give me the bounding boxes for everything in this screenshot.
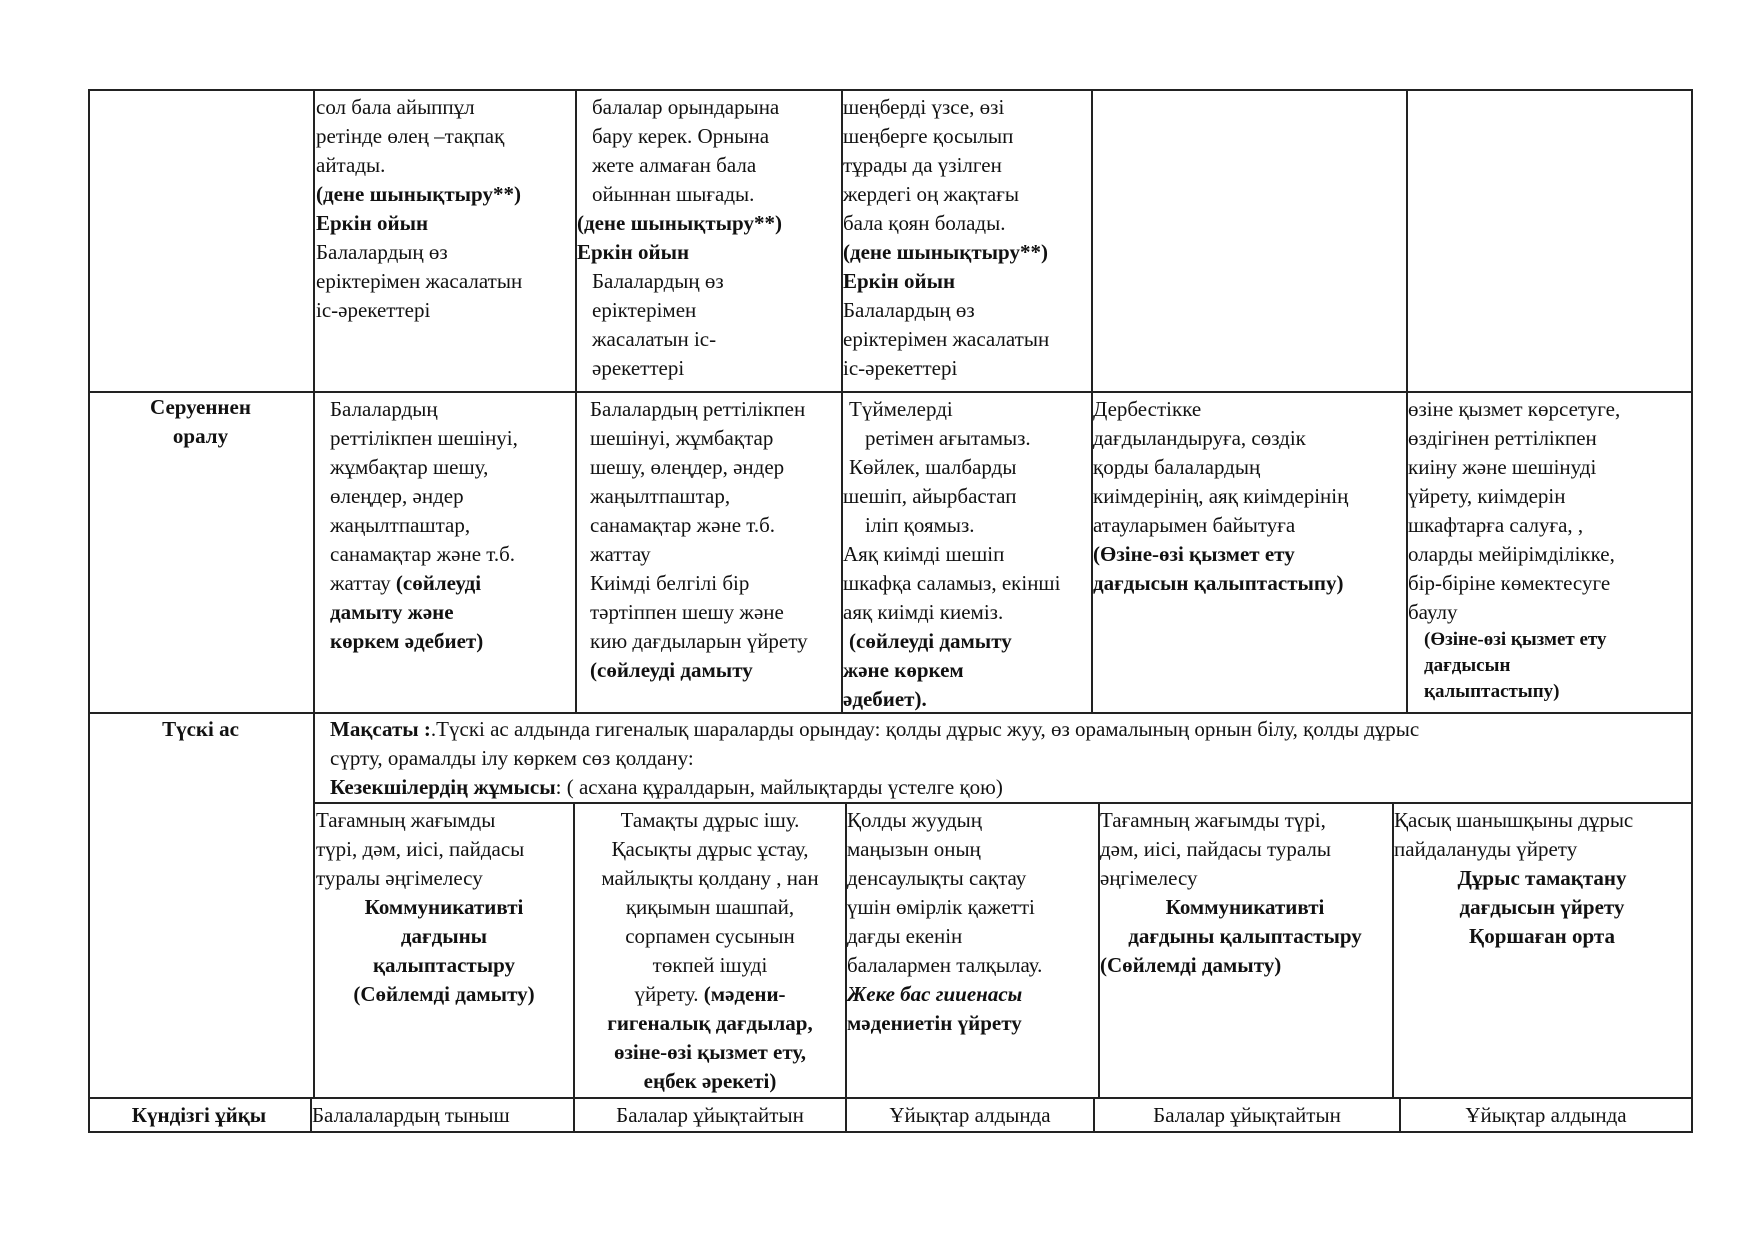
text-line: бала қоян болады. xyxy=(843,211,1006,235)
text-line: тұрады да үзілген xyxy=(843,153,1002,177)
text-line: Аяқ киімді шешіп xyxy=(843,542,1005,566)
table-border-left xyxy=(88,89,90,1133)
text-line: Балалардың өз xyxy=(592,269,724,293)
row-divider-3 xyxy=(88,1097,1692,1099)
text-line: шеңберге қосылып xyxy=(843,124,1014,148)
subject-tag: (мәдени- xyxy=(703,982,786,1006)
text-line: маңызын оның xyxy=(847,837,981,861)
schedule-table xyxy=(88,89,1688,1129)
text-line: Балалардың xyxy=(330,397,438,421)
subject-tag: мәдениетін үйрету xyxy=(847,1011,1022,1035)
text-line: Тағамның жағымды xyxy=(316,808,496,832)
r1-c3 xyxy=(843,93,1091,383)
text-line: іліп қоямыз. xyxy=(865,513,975,537)
text-line: жаңылтпаштар, xyxy=(590,484,731,508)
subject-tag: (сөйлеуді дамыту xyxy=(590,658,753,682)
table-border-top xyxy=(88,89,1692,91)
row-divider-1 xyxy=(88,391,1692,393)
text-line: ойыннан шығады. xyxy=(592,182,755,206)
subject-tag: (дене шынықтыру**) xyxy=(843,240,1048,264)
text-line xyxy=(575,980,845,1009)
text-line: жасалатын іс- xyxy=(592,327,717,351)
text-line: сол бала айыппұл xyxy=(316,95,475,119)
text-line: шешу, өлеңдер, әндер xyxy=(590,455,785,479)
activity-title: Еркін ойын xyxy=(843,269,956,293)
subject-tag: (сөйлеуді дамыту xyxy=(849,629,1012,653)
subject-tag: Жеке бас гииенасы xyxy=(847,982,1023,1006)
subject-tag: Коммуникативті xyxy=(1165,895,1325,919)
r4-c1: Балалалардың тыныш xyxy=(312,1103,510,1127)
activity-title: Еркін ойын xyxy=(316,211,429,235)
r3-goal xyxy=(330,715,1685,802)
text-line: дәм, иісі, пайдасы туралы xyxy=(1100,837,1331,861)
text-line: кию дағдыларын үйрету xyxy=(590,629,808,653)
text-line: ретімен ағытамыз. xyxy=(865,426,1031,450)
r4-c5: Ұйықтар алдында xyxy=(1465,1103,1627,1127)
text-line: қорды балалардың xyxy=(1093,455,1261,479)
text-line: сорпамен сусынын xyxy=(625,924,795,948)
text-line: тәртіппен шешу және xyxy=(590,600,784,624)
r3-c4 xyxy=(1100,806,1390,980)
text-line: атауларымен байытуға xyxy=(1093,513,1296,537)
text-line: Дербестікке xyxy=(1093,397,1202,421)
text-line xyxy=(330,569,574,598)
text-line: өздігінен реттілікпен xyxy=(1408,426,1597,450)
text-line: жұмбақтар шешу, xyxy=(330,455,489,479)
text-line: Көйлек, шалбарды xyxy=(849,455,1017,479)
text-line: бару керек. Орнына xyxy=(592,124,770,148)
r2-c5 xyxy=(1408,395,1690,705)
text-line: үшін өмірлік қажетті xyxy=(847,895,1035,919)
text-line: түрі, дәм, иісі, пайдасы xyxy=(316,837,525,861)
subject-tag: Дұрыс тамақтану xyxy=(1457,866,1627,890)
text-line: шешіп, айырбастап xyxy=(843,484,1017,508)
subject-tag: қалыптастыпу) xyxy=(1424,681,1560,702)
text-line: еріктерімен xyxy=(592,298,697,322)
text-line: жаңылтпаштар, xyxy=(330,513,471,537)
subject-tag: (Сөйлемді дамыту) xyxy=(353,982,535,1006)
r2-c2 xyxy=(590,395,842,685)
text-line: балалар орындарына xyxy=(592,95,780,119)
text-line: әңгімелесу xyxy=(1100,866,1198,890)
text-line: Түймелерді xyxy=(849,397,953,421)
subject-tag: (сөйлеуді xyxy=(395,571,482,595)
duty-text: : ( асхана құралдарын, майлықтарды үстелге қою) xyxy=(555,775,1003,799)
subject-tag: гигеналық дағдылар, xyxy=(607,1011,813,1035)
text-line: дағдыландыруға, сөздік xyxy=(1093,426,1306,450)
text-fragment: үйрету. xyxy=(634,982,704,1006)
text-line: майлықты қолдану , нан xyxy=(601,866,819,890)
text-line xyxy=(330,773,1685,802)
text-line: еріктерімен жасалатын xyxy=(316,269,523,293)
text-line: ретінде өлең –тақпақ xyxy=(316,124,505,148)
subject-tag: дағдысын қалыптастыпу) xyxy=(1093,571,1344,595)
col-divider-label xyxy=(313,89,315,1097)
text-line: Қасық шанышқыны дұрыс xyxy=(1394,808,1634,832)
subject-tag: (Өзіне-өзі қызмет ету xyxy=(1093,542,1295,566)
r1-c1 xyxy=(316,93,574,325)
subject-tag: және көркем xyxy=(843,658,964,682)
text-line: қиқымын шашпай, xyxy=(625,895,795,919)
text-line: Балалардың өз xyxy=(843,298,975,322)
text-line: дағды екенін xyxy=(847,924,963,948)
subject-tag: дағдысын үйрету xyxy=(1459,895,1625,919)
text-line: төкпей ішуді xyxy=(652,953,768,977)
r3-c3 xyxy=(847,806,1097,1038)
subject-tag: көркем әдебиет) xyxy=(330,629,484,653)
subject-tag: өзіне-өзі қызмет ету, xyxy=(613,1040,807,1064)
subject-tag: Коммуникативті xyxy=(364,895,524,919)
subject-tag: Қоршаған орта xyxy=(1469,924,1615,948)
subject-tag: (Сөйлемді дамыту) xyxy=(1100,953,1282,977)
r4-c3: Ұйықтар алдында xyxy=(889,1103,1051,1127)
text-line: жердегі оң жақтағы xyxy=(843,182,1019,206)
goal-label: Мақсаты : xyxy=(330,717,431,741)
r2-c1 xyxy=(330,395,574,656)
text-line: шешінуі, жұмбақтар xyxy=(590,426,774,450)
r3-c2 xyxy=(575,806,845,1096)
subject-tag: (Өзіне-өзі қызмет ету xyxy=(1424,629,1607,650)
row3-sub-divider xyxy=(313,802,1692,804)
text-line: аяқ киімді киеміз. xyxy=(843,600,1004,624)
r1-c2 xyxy=(577,93,839,383)
text-line: жете алмаған бала xyxy=(592,153,757,177)
text-line: санамақтар және т.б. xyxy=(590,513,776,537)
text-line: денсаулықты сақтау xyxy=(847,866,1027,890)
text-line: киіну және шешінуді xyxy=(1408,455,1597,479)
row-label-line: оралу xyxy=(172,424,229,448)
text-fragment: жаттау xyxy=(330,571,396,595)
table-border-bottom xyxy=(88,1131,1692,1133)
text-line: Балалардың реттілікпен xyxy=(590,397,806,421)
text-line: бір-біріне көмектесуге xyxy=(1408,571,1611,595)
text-line: пайдалануды үйрету xyxy=(1394,837,1578,861)
subject-tag: дағдыны xyxy=(400,924,488,948)
text-line: үйрету, киімдерін xyxy=(1408,484,1566,508)
text-line: іс-әрекеттері xyxy=(843,356,958,380)
text-line: туралы әңгімелесу xyxy=(316,866,483,890)
text-line: шеңберді үзсе, өзі xyxy=(843,95,1005,119)
subject-tag: дағдыны қалыптастыру xyxy=(1128,924,1362,948)
text-line: Қолды жуудың xyxy=(847,808,982,832)
r4-c2: Балалар ұйықтайтын xyxy=(616,1103,804,1127)
subject-tag: еңбек әрекеті) xyxy=(643,1069,777,1093)
r2-c3 xyxy=(843,395,1091,714)
text-line: Киімді белгілі бір xyxy=(590,571,750,595)
text-line: еріктерімен жасалатын xyxy=(843,327,1050,351)
text-line: өзіне қызмет көрсетуге, xyxy=(1408,397,1621,421)
subject-tag: қалыптастыру xyxy=(372,953,516,977)
goal-text: сүрту, орамалды ілу көркем сөз қолдану: xyxy=(330,746,694,770)
r4-label: Күндізгі ұйқы xyxy=(131,1103,267,1127)
text-line: киімдерінің, аяқ киімдерінің xyxy=(1093,484,1349,508)
text-line: баулу xyxy=(1408,600,1458,624)
r2-c4 xyxy=(1093,395,1405,598)
goal-text: .Түскі ас алдында гигеналық шараларды орындау: қолды дұрыс жуу, өз орамалының орнын білу, қолды дұрыс xyxy=(430,717,1420,741)
subject-tag: дағдысын xyxy=(1424,655,1511,676)
text-line: өлеңдер, әндер xyxy=(330,484,464,508)
row-label-line: Серуеннен xyxy=(150,395,251,419)
text-line: айтады. xyxy=(316,153,386,177)
r2-label xyxy=(88,393,313,451)
r3-c1 xyxy=(316,806,572,1009)
text-line: жаттау xyxy=(590,542,651,566)
activity-title: Еркін ойын xyxy=(577,240,690,264)
table-border-right xyxy=(1691,89,1693,1133)
r3-label: Түскі ас xyxy=(162,717,239,741)
text-line: Балалардың өз xyxy=(316,240,448,264)
text-line xyxy=(330,715,1685,744)
text-line: Қасықты дұрыс ұстау, xyxy=(611,837,809,861)
subject-tag: дамыту және xyxy=(330,600,454,624)
r3-c5 xyxy=(1394,806,1690,951)
duty-label: Кезекшілердің жұмысы xyxy=(330,775,556,799)
text-line: іс-әрекеттері xyxy=(316,298,431,322)
text-line: балалармен талқылау. xyxy=(847,953,1043,977)
text-line: шкафқа саламыз, екінші xyxy=(843,571,1061,595)
r4-c4: Балалар ұйықтайтын xyxy=(1153,1103,1341,1127)
text-line: реттілікпен шешінуі, xyxy=(330,426,518,450)
text-line: Тамақты дұрыс ішу. xyxy=(620,808,800,832)
subject-tag: (дене шынықтыру**) xyxy=(316,182,521,206)
subject-tag: (дене шынықтыру**) xyxy=(577,211,782,235)
text-line: Тағамның жағымды түрі, xyxy=(1100,808,1326,832)
subject-tag: әдебиет). xyxy=(843,687,927,711)
text-line: шкафтарға салуға, , xyxy=(1408,513,1584,537)
text-line: әрекеттері xyxy=(592,356,685,380)
text-line: оларды мейірімділікке, xyxy=(1408,542,1615,566)
text-line: санамақтар және т.б. xyxy=(330,542,516,566)
